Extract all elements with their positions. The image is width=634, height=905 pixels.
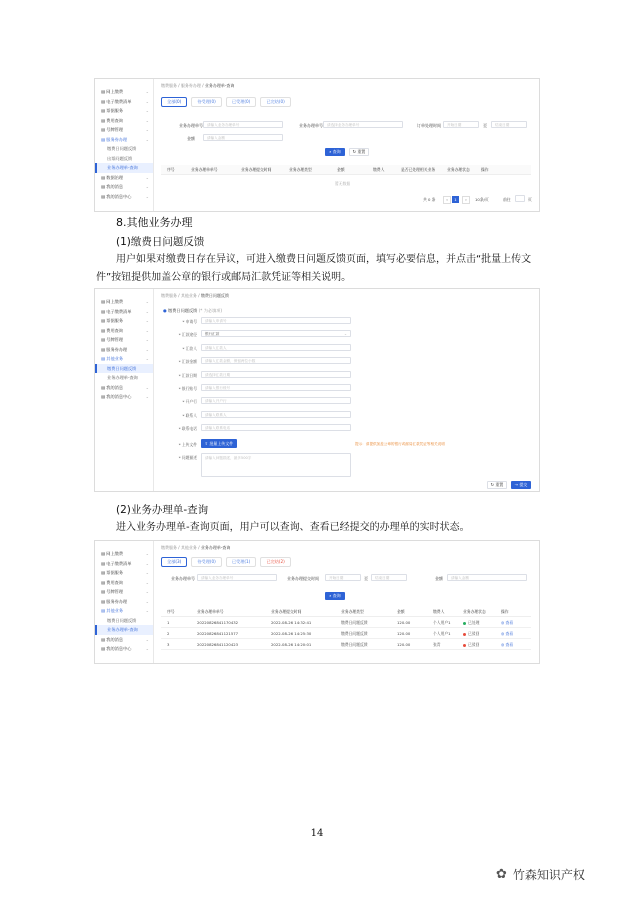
column-header: 缴费人 <box>373 167 385 172</box>
column-header: 业务办理状态 <box>447 167 470 172</box>
reset-button[interactable]: ↻ 重置 <box>349 148 369 156</box>
form-input[interactable]: 请输入联系人 <box>201 411 351 418</box>
menu-icon: ▤ <box>101 384 107 390</box>
tab-finished[interactable]: 已完结(0) <box>260 97 291 107</box>
table-cell: 1 <box>167 620 170 625</box>
table-cell: 20220826841170432 <box>197 620 239 625</box>
menu-icon: ▤ <box>101 318 107 323</box>
tab-pending[interactable]: 待受理(0) <box>191 97 222 107</box>
query-button[interactable]: ⌕ 查询 <box>325 592 345 600</box>
amount-input[interactable]: 请输入金额 <box>203 134 283 141</box>
chevron-down-icon: ⌄ <box>145 346 149 352</box>
column-header: 业务办理类型 <box>341 609 364 614</box>
menu-icon: ▤ <box>101 184 107 189</box>
end-date-input[interactable]: 结束日期 <box>491 121 527 128</box>
chevron-down-icon: ⌄ <box>145 598 149 604</box>
sidebar-item[interactable] <box>95 635 153 645</box>
breadcrumb: 缴费服务 / 其他业务 / 业务办理单-查询 <box>161 545 231 550</box>
sidebar-item[interactable] <box>95 549 153 559</box>
table-cell: 2022-08-26 14:25:30 <box>271 631 312 636</box>
chevron-down-icon: ⌄ <box>145 318 149 323</box>
form-input[interactable]: 请输入汇款金额，保留两位小数 <box>201 357 351 364</box>
chevron-down-icon: ⌄ <box>145 551 149 556</box>
chevron-down-icon: ⌄ <box>145 636 149 642</box>
pager-prev[interactable]: ‹ <box>443 196 451 204</box>
reset-button[interactable]: ↻ 重置 <box>487 481 507 489</box>
sub-heading-query: (2)业务办理单-查询 <box>116 504 209 516</box>
chevron-down-icon: ⌄ <box>145 394 149 399</box>
table-cell: 120.00 <box>397 642 411 647</box>
tab-all[interactable]: 全部(3) <box>161 557 187 567</box>
sidebar-item-label: 服务券办理 <box>106 136 128 142</box>
pager-goto-suffix: 页 <box>528 197 532 202</box>
form-label: * 联系电话 <box>178 426 197 432</box>
view-link[interactable]: ◎ 查看 <box>501 642 514 647</box>
sidebar-item-label: 网上缴费 <box>106 299 124 304</box>
screenshot-query-empty <box>94 78 540 212</box>
field-label: 金额 <box>435 576 443 581</box>
sidebar-item[interactable] <box>95 125 153 135</box>
status-badge <box>463 642 479 648</box>
sidebar-item[interactable] <box>95 326 153 336</box>
chevron-down-icon: ⌄ <box>145 89 149 94</box>
table-cell: 2 <box>167 631 170 636</box>
status-badge <box>463 631 479 637</box>
form-label: * 联系人 <box>182 412 197 418</box>
column-header: 业务办理类型 <box>289 167 312 172</box>
table-cell: 缴费日问题反馈 <box>341 642 368 647</box>
sidebar-item[interactable] <box>95 606 153 616</box>
sidebar-item-label: 费用查询 <box>106 117 124 123</box>
sidebar-item[interactable] <box>95 154 153 164</box>
form-input[interactable]: 请输入汇款人 <box>201 344 351 351</box>
sidebar-item-label: 业务办理单-查询 <box>107 165 138 170</box>
status-text: 已驳回 <box>468 642 480 647</box>
sidebar-item[interactable] <box>95 192 153 202</box>
form-input[interactable]: 请输入联系电话 <box>201 424 351 431</box>
sidebar-item[interactable] <box>95 135 153 145</box>
form-label: * 汇款途径 <box>178 332 197 338</box>
status-text: 已驳回 <box>468 631 480 636</box>
menu-icon: ▤ <box>101 589 107 594</box>
chevron-down-icon: ⌄ <box>145 108 149 113</box>
column-header: 操作 <box>501 609 509 614</box>
menu-icon: ▤ <box>101 127 107 132</box>
status-badge <box>463 620 479 626</box>
sidebar-item[interactable] <box>95 559 153 569</box>
table-cell: 20220826841120423 <box>197 642 239 647</box>
form-input[interactable]: 请输入银行账号 <box>201 384 351 391</box>
table-header <box>161 165 531 175</box>
start-date-input[interactable]: 开始日期 <box>325 574 361 581</box>
menu-icon: ▤ <box>101 327 107 333</box>
empty-text: 暂无数据 <box>335 181 351 186</box>
field-label: 业务办理单号 <box>171 576 195 581</box>
sidebar-item-label: 票据服务 <box>106 108 124 113</box>
table-cell: 2022-08-26 14:20:01 <box>271 642 312 647</box>
form-input[interactable]: 请输入开户行 <box>201 397 351 404</box>
table-cell: 120.00 <box>397 631 411 636</box>
view-link[interactable]: ◎ 查看 <box>501 631 514 636</box>
table-cell: 缴费日问题反馈 <box>341 631 368 636</box>
chevron-down-icon: ⌄ <box>145 337 149 342</box>
column-header: 业务办理单单号 <box>191 167 218 172</box>
menu-icon: ▤ <box>101 570 107 575</box>
column-header: 金额 <box>337 167 345 172</box>
sidebar-item-label: 电子缴费清单 <box>106 98 132 104</box>
order-id-input[interactable]: 请输入业务办理单号 <box>197 574 277 581</box>
start-date-input[interactable]: 开始日期 <box>443 121 479 128</box>
table-cell: 缴费日问题反馈 <box>341 620 368 625</box>
form-label: * 开户行 <box>182 399 197 405</box>
sidebar-item[interactable] <box>95 87 153 97</box>
reset-icon: ↻ <box>490 482 495 487</box>
sidebar-item-label: 业务办理单-查询 <box>107 627 138 632</box>
form-input[interactable]: 请选择汇款日期 <box>201 371 351 378</box>
batch-upload-button[interactable]: ⇪ 批量上传文件 <box>201 439 237 448</box>
sidebar-item[interactable] <box>95 345 153 355</box>
paragraph-feedback: 用户如果对缴费日存在异议，可进入缴费日问题反馈页面，填写必要信息，并点击“批量上传文件”按钮提供加盖公章的银行或邮局汇款凭证等相关说明。 <box>96 254 532 283</box>
chevron-down-icon: ⌄ <box>145 136 149 142</box>
sidebar-item-label: 我的消息 <box>106 184 124 189</box>
upload-label: * 上传文件 <box>178 442 197 447</box>
menu-icon: ▤ <box>101 346 107 352</box>
menu-icon: ▤ <box>101 560 107 566</box>
sidebar-item-label: 号牌管理 <box>106 589 124 594</box>
wechat-icon: ✿ <box>496 867 507 882</box>
sidebar-item-label: 票据服务 <box>106 318 124 323</box>
chevron-down-icon: ⌄ <box>145 570 149 575</box>
reset-icon: ↻ <box>352 149 357 154</box>
menu-icon: ▤ <box>101 636 107 642</box>
upload-icon: ⇪ <box>204 441 209 446</box>
sidebar-item-label: 网上缴费 <box>106 89 124 94</box>
menu-icon: ▤ <box>101 308 107 314</box>
table-cell: 120.00 <box>397 620 411 625</box>
upload-hint: 提示：请提供加盖公章的银行或邮局汇款凭证等相关说明 <box>355 442 445 446</box>
remit-method-select[interactable]: 银行汇款 ⌄ <box>201 330 351 337</box>
chevron-down-icon: ⌄ <box>145 98 149 104</box>
sidebar-item[interactable] <box>95 297 153 307</box>
screenshot-query-results <box>94 540 540 664</box>
main-panel <box>153 79 539 211</box>
menu-icon: ▤ <box>101 174 107 180</box>
status-tabs <box>161 557 291 567</box>
column-header: 操作 <box>481 167 489 172</box>
status-dot-icon <box>463 633 466 636</box>
sidebar-item[interactable] <box>95 173 153 183</box>
field-label: 业务办理提交时间 <box>287 576 319 581</box>
query-button[interactable]: ⌕ 查询 <box>325 148 345 156</box>
sidebar-item-label: 缴费日问题反馈 <box>107 146 137 151</box>
table-header <box>161 607 531 617</box>
menu-icon: ▤ <box>101 579 107 585</box>
menu-icon: ▤ <box>101 299 107 304</box>
sidebar-item-label: 缴费日问题反馈 <box>107 365 137 371</box>
column-header: 序号 <box>167 167 175 172</box>
column-header: 金额 <box>397 609 405 614</box>
chevron-down-icon: ⌄ <box>145 327 149 333</box>
form-label: * 申请号 <box>182 319 197 324</box>
sidebar-item-label: 业务办理单-查询 <box>107 375 138 380</box>
pager-goto: 前往 <box>503 197 511 202</box>
sidebar-item-label: 我的消息中心 <box>106 193 132 199</box>
menu-icon: ▤ <box>101 337 107 342</box>
description-label: * 问题描述 <box>178 455 197 460</box>
field-label: 金额 <box>187 136 195 141</box>
status-dot-icon <box>463 644 466 647</box>
chevron-down-icon: ⌄ <box>145 184 149 189</box>
chevron-down-icon: ⌄ <box>145 299 149 304</box>
breadcrumb: 缴费服务 / 其他业务 / 缴费日问题反馈 <box>161 293 229 298</box>
end-date-input[interactable]: 结束日期 <box>371 574 407 581</box>
chevron-down-icon: ⌄ <box>145 579 149 585</box>
sidebar-item-label: 出票问题反馈 <box>107 155 133 161</box>
menu-icon: ▤ <box>101 598 107 604</box>
sidebar-item-label: 服务券办理 <box>106 598 128 604</box>
sidebar-item-label: 票据服务 <box>106 570 124 575</box>
column-header: 业务办理提交时间 <box>241 167 272 172</box>
table-cell: 个人用户1 <box>433 620 451 625</box>
section-heading: 8.其他业务办理 <box>116 216 193 229</box>
sidebar-item[interactable] <box>95 644 153 654</box>
column-header: 缴费人 <box>433 609 445 614</box>
menu-icon: ▤ <box>101 108 107 113</box>
pager-total: 共 0 条 <box>423 197 436 202</box>
sidebar-item-label: 其他业务 <box>106 608 124 613</box>
sidebar-item[interactable] <box>95 568 153 578</box>
field-label: 业务办理单号 <box>299 123 323 128</box>
table-cell: 个人用户1 <box>433 631 451 636</box>
chevron-down-icon: ⌄ <box>145 356 149 361</box>
sidebar-item-label: 缴费日问题反馈 <box>107 617 137 623</box>
table-cell: 张青 <box>433 642 441 647</box>
menu-icon: ▤ <box>101 608 107 613</box>
tab-pending[interactable]: 待受理(0) <box>191 557 222 567</box>
sidebar <box>95 79 154 211</box>
sidebar-item-label: 我的消息 <box>106 384 124 390</box>
chevron-down-icon: ⌄ <box>343 332 347 337</box>
sidebar-item-label: 电子缴费清单 <box>106 560 132 566</box>
sidebar-item-label: 我的消息 <box>106 636 124 642</box>
menu-icon: ▤ <box>101 394 107 399</box>
search-icon: ⌕ <box>329 149 332 154</box>
sidebar-item-label: 电子缴费清单 <box>106 308 132 314</box>
chevron-down-icon: ⌄ <box>145 560 149 566</box>
sidebar-item[interactable] <box>95 335 153 345</box>
chevron-down-icon: ⌄ <box>145 608 149 613</box>
sidebar-item[interactable] <box>95 144 153 154</box>
table-cell: 3 <box>167 642 170 647</box>
sidebar-item[interactable] <box>95 354 153 364</box>
chevron-down-icon: ⌄ <box>145 308 149 314</box>
main-panel <box>153 289 539 491</box>
sidebar-item-label: 网上缴费 <box>106 551 124 556</box>
sidebar <box>95 541 154 663</box>
sidebar-item[interactable] <box>95 383 153 393</box>
pager-page[interactable]: 1 <box>452 196 459 203</box>
sidebar <box>95 289 154 491</box>
form-section-title: ● 缴费日问题反馈 (* 为必填项) <box>163 308 223 313</box>
submit-button[interactable]: → 提交 <box>511 481 531 489</box>
menu-icon: ▤ <box>101 193 107 199</box>
sidebar-item[interactable] <box>95 364 153 374</box>
status-tabs <box>161 97 291 107</box>
form-label: * 汇款人 <box>182 345 197 351</box>
table-row <box>161 617 531 628</box>
form-label: * 银行账号 <box>178 386 197 391</box>
description-textarea[interactable]: 请输入问题描述，最多500字 <box>201 453 351 477</box>
range-separator: 至 <box>483 123 487 128</box>
form-label: * 汇款金额 <box>178 359 197 365</box>
screenshot-feedback-form <box>94 288 540 492</box>
sidebar-item[interactable] <box>95 616 153 626</box>
sidebar-item[interactable] <box>95 182 153 192</box>
sidebar-item-label: 其他业务 <box>106 356 124 361</box>
sidebar-item[interactable] <box>95 106 153 116</box>
sidebar-item[interactable] <box>95 587 153 597</box>
field-label: 业务办理单号 <box>179 123 203 128</box>
sidebar-item[interactable] <box>95 578 153 588</box>
sidebar-item[interactable] <box>95 163 153 173</box>
sidebar-item[interactable] <box>95 97 153 107</box>
sidebar-item-label: 号牌管理 <box>106 337 124 342</box>
arrow-right-icon: → <box>514 482 519 487</box>
chevron-down-icon: ⌄ <box>145 117 149 123</box>
page-number: 14 <box>310 828 324 839</box>
form-label: * 汇款日期 <box>178 372 197 378</box>
sidebar-item-label: 费用查询 <box>106 327 124 333</box>
column-header: 序号 <box>167 609 175 614</box>
status-text: 已处理 <box>468 620 480 625</box>
sub-heading-feedback: (1)缴费日问题反馈 <box>116 236 205 248</box>
tab-finished[interactable]: 已完结(2) <box>260 557 291 567</box>
tab-accepted[interactable]: 已受理(0) <box>226 97 257 107</box>
status-dot-icon <box>463 622 466 625</box>
sidebar-item-label: 服务券办理 <box>106 346 128 352</box>
sidebar-item-label: 号牌管理 <box>106 127 124 132</box>
menu-icon: ▤ <box>101 136 107 142</box>
form-input[interactable]: 请输入申请号 <box>201 317 351 324</box>
field-label: 订单处理时间 <box>417 123 441 128</box>
paragraph-query: 进入业务办理单-查询页面，用户可以查询、查看已经提交的办理单的实时状态。 <box>116 522 470 533</box>
table-row <box>161 628 531 639</box>
chevron-down-icon: ⌄ <box>145 589 149 594</box>
chevron-down-icon: ⌄ <box>145 127 149 132</box>
sidebar-item[interactable] <box>95 392 153 402</box>
column-header: 是否已处理相关业务 <box>401 167 436 172</box>
sidebar-item-label: 数据治理 <box>106 174 124 180</box>
sidebar-item[interactable] <box>95 116 153 126</box>
view-link[interactable]: ◎ 查看 <box>501 620 514 625</box>
tab-all[interactable]: 全部(0) <box>161 97 187 107</box>
sidebar-item[interactable] <box>95 316 153 326</box>
column-header: 业务办理单单号 <box>197 609 224 614</box>
menu-icon: ▤ <box>101 117 107 123</box>
menu-icon: ▤ <box>101 89 107 94</box>
breadcrumb: 缴费服务 / 服务券办理 / 业务办理单-查询 <box>161 83 235 88</box>
menu-icon: ▤ <box>101 551 107 556</box>
table-row <box>161 639 531 650</box>
main-panel <box>153 541 539 663</box>
sidebar-item[interactable] <box>95 625 153 635</box>
watermark: ✿ 竹森知识产权 <box>496 867 585 882</box>
order-id-input[interactable]: 请输入业务办理单号 <box>203 121 283 128</box>
menu-icon: ▤ <box>101 646 107 651</box>
chevron-down-icon: ⌄ <box>145 384 149 390</box>
sidebar-item[interactable] <box>95 597 153 607</box>
table-cell: 20220826841121577 <box>197 631 239 636</box>
pager-goto-input[interactable] <box>515 195 525 202</box>
sidebar-item-label: 我的消息中心 <box>106 646 132 651</box>
menu-icon: ▤ <box>101 98 107 104</box>
chevron-down-icon: ⌄ <box>145 174 149 180</box>
sidebar-item[interactable] <box>95 307 153 317</box>
pager-size[interactable]: 10条/页 <box>475 197 489 202</box>
range-separator: 至 <box>364 576 368 581</box>
order-type-select[interactable]: 请选择业务办理单号 <box>323 121 403 128</box>
sidebar-item[interactable] <box>95 373 153 383</box>
column-header: 业务办理提交时间 <box>271 609 302 614</box>
tab-accepted[interactable]: 已受理(1) <box>226 557 257 567</box>
menu-icon: ▤ <box>101 356 107 361</box>
pager-next[interactable]: › <box>462 196 470 204</box>
search-icon: ⌕ <box>329 593 332 598</box>
sidebar-item-label: 费用查询 <box>106 579 124 585</box>
amount-input[interactable]: 请输入金额 <box>447 574 527 581</box>
chevron-down-icon: ⌄ <box>145 646 149 651</box>
table-cell: 2022-08-26 14:32:41 <box>271 620 312 625</box>
chevron-down-icon: ⌄ <box>145 193 149 199</box>
sidebar-item-label: 我的消息中心 <box>106 394 132 399</box>
column-header: 业务办理状态 <box>463 609 486 614</box>
